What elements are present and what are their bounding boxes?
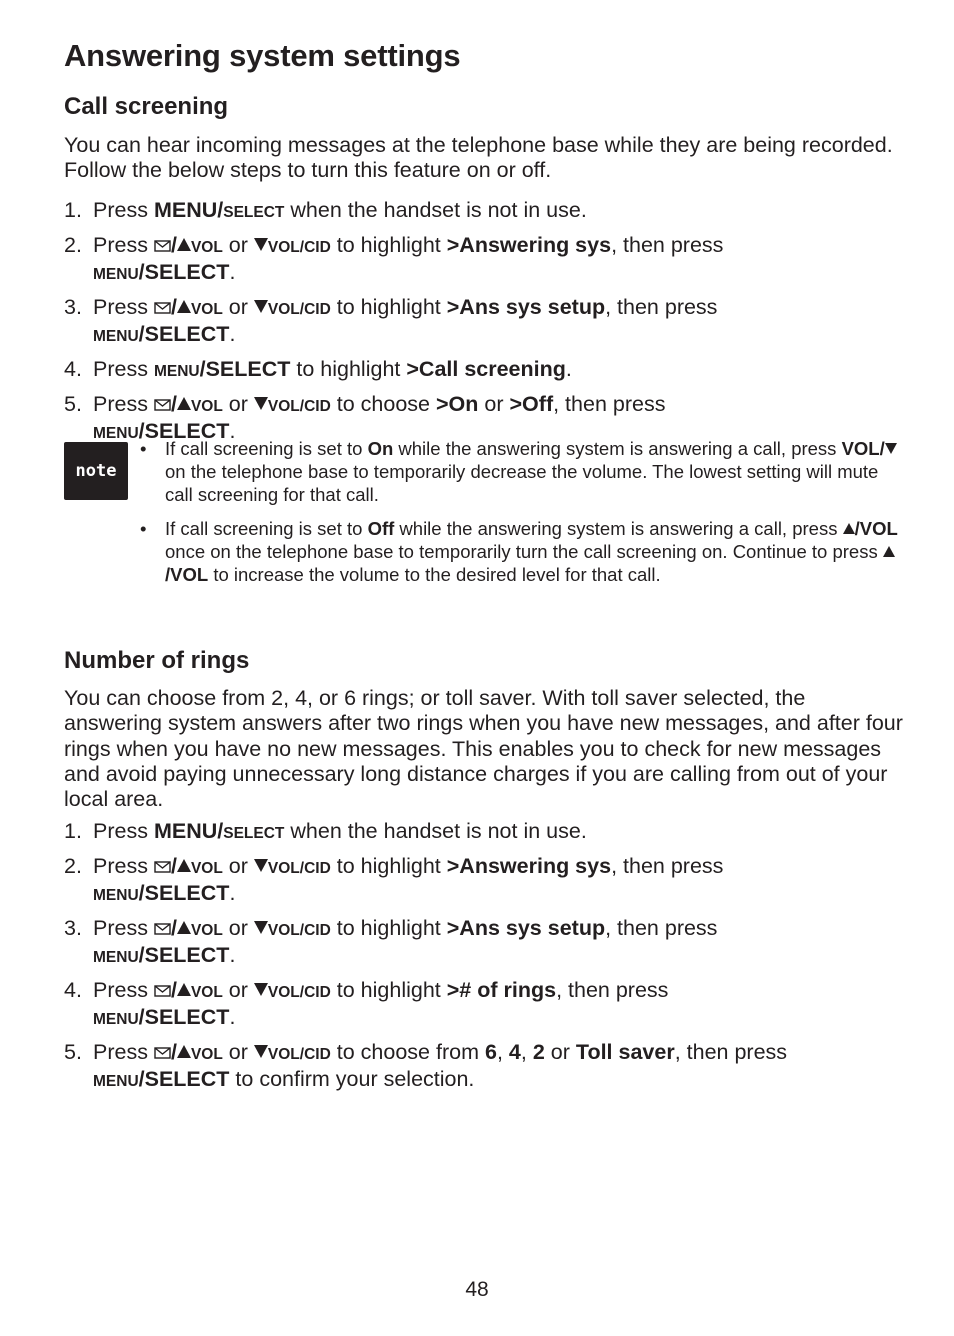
number-of-rings-intro: You can choose from 2, 4, or 6 rings; or toll saver. With toll saver selected, the answering system answers after two rings when you have new messages, and after four rings when you have no new messages. This enables you to check for new messages and avoid paying unnecessary long distance charges if you are calling from out of your local area. [64,686,903,812]
triangle-up-icon [177,859,191,872]
envelope-icon [154,301,171,315]
number-of-rings-steps [64,819,904,1094]
triangle-up-icon [177,1045,191,1058]
section-heading-number-of-rings: Number of rings [64,647,250,674]
triangle-up-icon [177,983,191,996]
page-title: Answering system settings [64,38,461,73]
envelope-icon [154,1046,171,1060]
envelope-icon [154,984,171,998]
call-screening-intro: You can hear incoming messages at the telephone base while they are being recorded. Follow the below steps to turn this feature on or off. [64,133,893,183]
section-heading-call-screening: Call screening [64,93,229,120]
triangle-down-icon [254,238,268,251]
triangle-down-icon [254,300,268,313]
envelope-icon [154,398,171,412]
list-item: 3. Press / VOL or VOL/CID to highlight >Ans sys setup, then press MENU/SELECT. [64,916,718,967]
list-item: 2. Press / VOL or VOL/CID to highlight >Answering sys, then press MENU/SELECT. [64,854,724,905]
list-item: 4. Press / VOL or VOL/CID to highlight ># of rings, then press MENU/SELECT. [64,978,669,1029]
envelope-icon [154,239,171,253]
list-item: 5. Press / VOL or VOL/CID to choose >On or >Off, then press MENU/SELECT. [64,392,666,443]
triangle-up-icon [177,300,191,313]
triangle-down-icon [254,1045,268,1058]
list-item: 1. Press MENU/SELECT when the handset is not in use. [64,198,587,222]
page-number: 48 [465,1278,489,1301]
triangle-up-icon [177,238,191,251]
triangle-up-icon [177,397,191,410]
triangle-down-icon [254,921,268,934]
list-item: 2. Press / VOL or VOL/CID to highlight >Answering sys, then press MENU/SELECT. [64,233,724,284]
note-list [140,438,900,587]
note-item: • If call screening is set to Off while the answering system is answering a call, press /VOL once on the telephone base to temporarily turn the call screening on. Continue to press /VOL to increase the volume to the desired level for that call. [140,518,898,585]
triangle-down-icon [254,859,268,872]
triangle-down-icon [254,397,268,410]
list-item: 4. Press MENU/SELECT to highlight >Call screening. [64,357,572,381]
triangle-up-icon [177,921,191,934]
call-screening-steps [64,198,904,446]
triangle-up-icon [843,523,855,534]
list-item: 1. Press MENU/SELECT when the handset is not in use. [64,819,587,843]
envelope-icon [154,860,171,874]
list-item: 5. Press / VOL or VOL/CID to choose from 6, 4, 2 or Toll saver, then press MENU/SELECT to confirm your selection. [64,1040,788,1091]
triangle-up-icon [883,546,895,557]
triangle-down-icon [254,983,268,996]
note-item: • If call screening is set to On while the answering system is answering a call, press VOL/ on the telephone base to temporarily decrease the volume. The lowest setting will mute call screening for that call. [140,438,900,506]
note-badge: note [64,442,128,500]
triangle-down-icon [885,443,897,454]
envelope-icon [154,922,171,936]
list-item: 3. Press / VOL or VOL/CID to highlight >Ans sys setup, then press MENU/SELECT. [64,295,718,346]
